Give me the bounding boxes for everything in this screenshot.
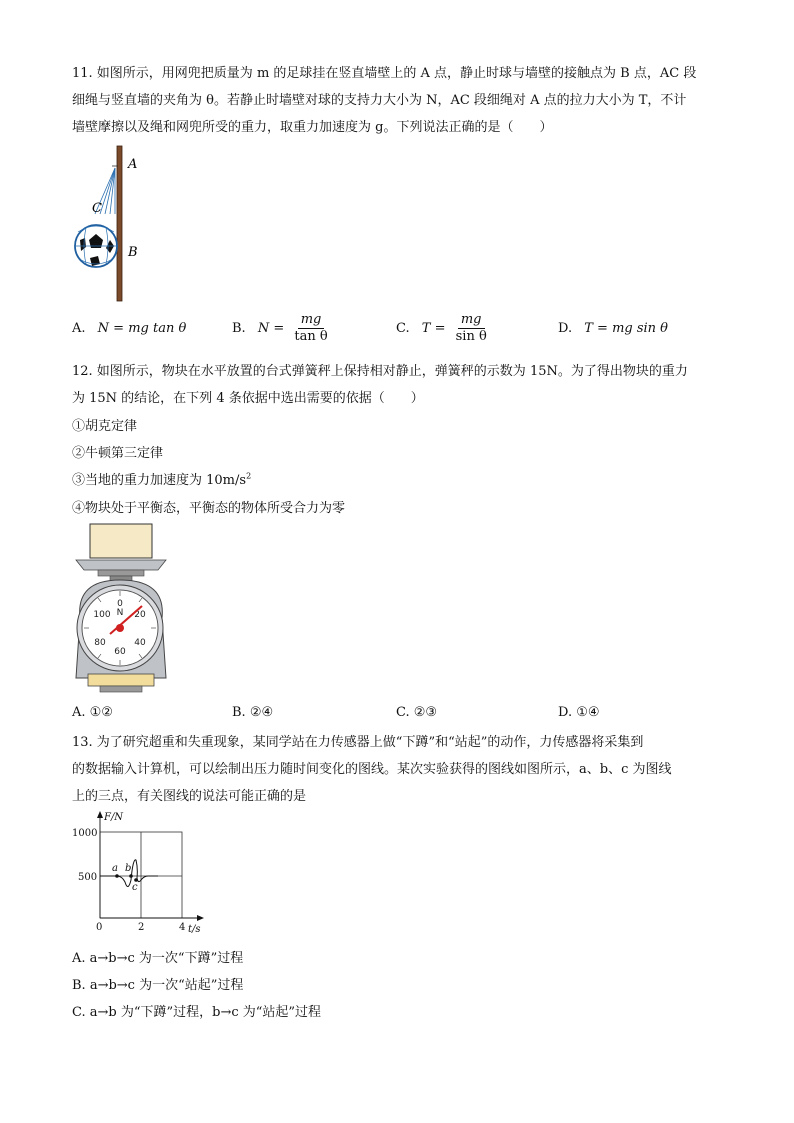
- q11-line-3: 墙壁摩擦以及绳和网兜所受的重力，取重力加速度为 g。下列说法正确的是（ ）: [72, 120, 553, 135]
- q12-line-1: 12. 如图所示，物块在水平放置的台式弹簧秤上保持相对静止，弹簧秤的示数为 15N。为了得出物块的重力: [72, 364, 688, 379]
- q13-figure-force-time-graph: [70, 808, 210, 940]
- q11-label-c: C: [92, 201, 102, 216]
- q12-option-c[interactable]: C. ②③: [396, 705, 438, 720]
- q12-basis-3: ③当地的重力加速度为 $10m/s^2$: [72, 471, 252, 488]
- dial-tick-100: 100: [93, 610, 111, 620]
- graph-xtick-4: 4: [179, 922, 186, 933]
- q12-option-d[interactable]: D. ①④: [558, 705, 600, 720]
- graph-ylabel: F/N: [104, 812, 124, 823]
- q11-line-2: 细绳与竖直墙的夹角为 θ。若静止时墙壁对球的支持力大小为 N，AC 段细绳对 A 点的拉力大小为 T，不计: [72, 93, 687, 108]
- graph-point-a: a: [112, 863, 118, 874]
- q12-figure-spring-scale: [70, 522, 172, 694]
- q11-label-b: B: [128, 245, 138, 260]
- dial-tick-80: 80: [94, 638, 106, 648]
- q12-basis-4: ④物块处于平衡态，平衡态的物体所受合力为零: [72, 501, 346, 516]
- q11-option-b[interactable]: B. N = $\frac{mg}{\text{tan θ}}$: [232, 312, 331, 345]
- graph-xlabel: t/s: [188, 924, 201, 935]
- q11-option-b-fraction: $\frac{mg}{\text{tan θ}}$: [294, 312, 328, 344]
- dial-tick-0: 0: [117, 599, 123, 609]
- q11-line-1: 11. 如图所示，用网兜把质量为 m 的足球挂在竖直墙壁上的 A 点，静止时球与墙壁的接触点为 B 点，AC 段: [72, 66, 697, 81]
- q11-figure-ball-on-wall: [72, 142, 152, 304]
- q12-option-b[interactable]: B. ②④: [232, 705, 274, 720]
- dial-unit: N: [116, 608, 124, 618]
- q13-option-b[interactable]: B. a→b→c 为一次“站起”过程: [72, 978, 244, 993]
- graph-xtick-2: 2: [138, 922, 145, 933]
- q13-option-c[interactable]: C. a→b 为“下蹲”过程，b→c 为“站起”过程: [72, 1005, 322, 1020]
- graph-point-c: c: [132, 882, 138, 893]
- q13-line-2: 的数据输入计算机，可以绘制出压力随时间变化的图线。某次实验获得的图线如图所示，a、b、c 为图线: [72, 762, 672, 777]
- q12-basis-2: ②牛顿第三定律: [72, 446, 164, 461]
- q12-line-2: 为 15N 的结论，在下列 4 条依据中选出需要的依据（ ）: [72, 391, 424, 406]
- q13-line-1: 13. 为了研究超重和失重现象，某同学站在力传感器上做“下蹲”和“站起”的动作，力传感器将采集到: [72, 735, 644, 750]
- q13-option-a[interactable]: A. a→b→c 为一次“下蹲”过程: [72, 951, 244, 966]
- q11-option-c-fraction: $\frac{mg}{\text{sin θ}}$: [455, 312, 487, 344]
- dial-tick-40: 40: [134, 638, 146, 648]
- dial-tick-20: 20: [134, 610, 146, 620]
- graph-ytick-1000: 1000: [72, 828, 98, 839]
- q11-option-d[interactable]: D. T = mg sin θ: [558, 321, 669, 336]
- q11-option-a[interactable]: A. N = mg tan θ: [72, 321, 187, 336]
- q12-option-a[interactable]: A. ①②: [72, 705, 113, 720]
- graph-ytick-500: 500: [78, 872, 98, 883]
- dial-tick-60: 60: [114, 647, 126, 657]
- q11-label-a: A: [128, 157, 138, 172]
- graph-point-b: b: [125, 863, 132, 874]
- graph-xtick-0: 0: [96, 922, 103, 933]
- q12-basis-1: ①胡克定律: [72, 419, 138, 434]
- q13-line-3: 上的三点，有关图线的说法可能正确的是: [72, 789, 307, 804]
- q11-option-c[interactable]: C. T = $\frac{mg}{\text{sin θ}}$: [396, 312, 490, 345]
